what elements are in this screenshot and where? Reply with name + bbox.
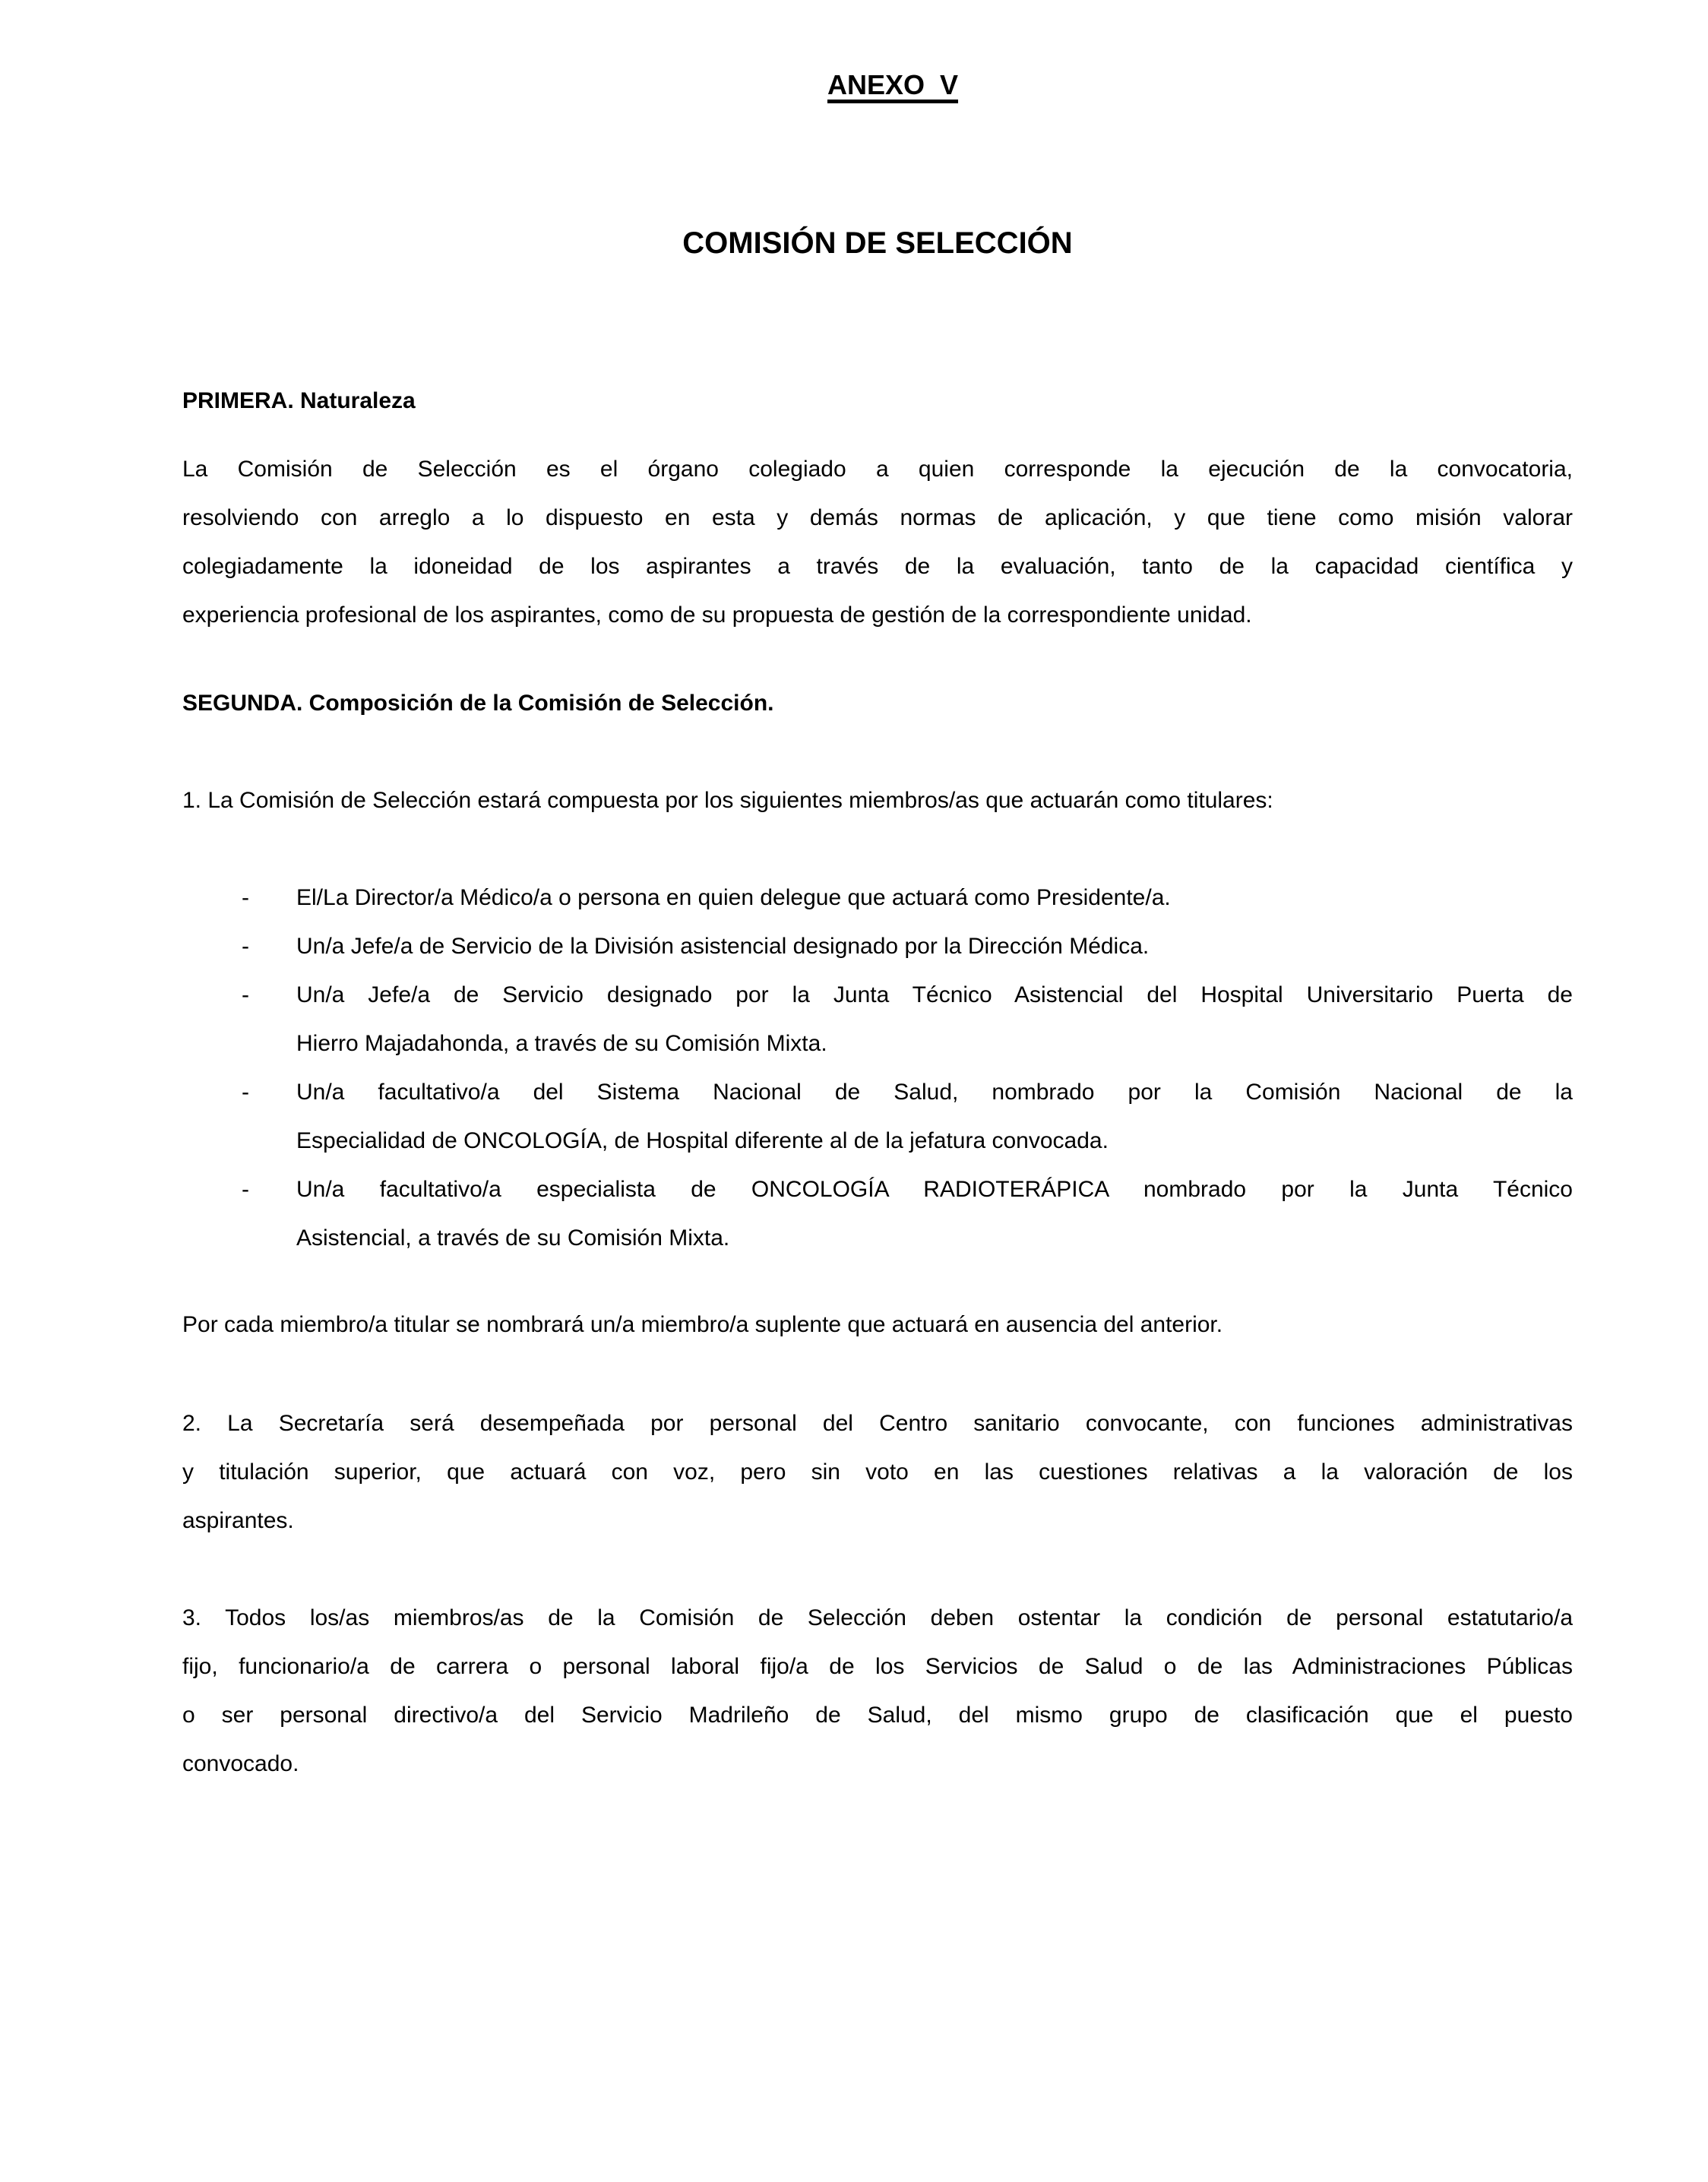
- paragraph-line: y titulación superior, que actuará con voz, pero sin voto en las cuestiones relativas a la valoración de los: [182, 1459, 1573, 1485]
- document-title-text: ANEXO V: [827, 69, 959, 100]
- paragraph-line: La Comisión de Selección es el órgano colegiado a quien corresponde la ejecución de la convocatoria,: [182, 457, 1573, 482]
- list-item-line: Un/a facultativo/a del Sistema Nacional de Salud, nombrado por la Comisión Nacional de la: [296, 1080, 1573, 1105]
- dash-icon: -: [242, 885, 249, 910]
- list-item-line: Un/a Jefe/a de Servicio de la División asistencial designado por la Dirección Médica.: [296, 934, 1150, 959]
- paragraph-line: convocado.: [182, 1751, 299, 1776]
- paragraph-line: 1. La Comisión de Selección estará compuesta por los siguientes miembros/as que actuarán como titulares:: [182, 788, 1273, 813]
- paragraph-composicion-intro: [182, 776, 1573, 825]
- paragraph-line: aspirantes.: [182, 1508, 294, 1533]
- list-item: [182, 874, 1573, 922]
- list-item-line: Hierro Majadahonda, a través de su Comisión Mixta.: [296, 1031, 827, 1056]
- paragraph-naturaleza: [182, 445, 1573, 640]
- heading-segunda: SEGUNDA. Composición de la Comisión de Selección.: [182, 691, 774, 716]
- dash-icon: -: [242, 1177, 249, 1202]
- document-subtitle: COMISIÓN DE SELECCIÓN: [682, 226, 1073, 260]
- dash-icon: -: [242, 1080, 249, 1105]
- paragraph-suplentes: [182, 1301, 1573, 1349]
- list-item-line: Especialidad de ONCOLOGÍA, de Hospital diferente al de la jefatura convocada.: [296, 1128, 1109, 1153]
- list-item: [182, 1165, 1573, 1263]
- list-item-line: Asistencial, a través de su Comisión Mixta.: [296, 1225, 730, 1251]
- members-list: [182, 874, 1573, 1263]
- list-item-line: Un/a Jefe/a de Servicio designado por la Junta Técnico Asistencial del Hospital Universitario Puerta de: [296, 982, 1573, 1007]
- paragraph-line: 2. La Secretaría será desempeñada por personal del Centro sanitario convocante, con funciones administrativas: [182, 1411, 1573, 1436]
- paragraph-line: Por cada miembro/a titular se nombrará un/a miembro/a suplente que actuará en ausencia del anterior.: [182, 1312, 1223, 1337]
- paragraph-line: o ser personal directivo/a del Servicio Madrileño de Salud, del mismo grupo de clasificación que el puesto: [182, 1703, 1573, 1728]
- dash-icon: -: [242, 982, 249, 1007]
- paragraph-secretaria: [182, 1399, 1573, 1545]
- document-title: [182, 12, 1573, 158]
- paragraph-line: 3. Todos los/as miembros/as de la Comisión de Selección deben ostentar la condición de personal estatutario/a: [182, 1605, 1573, 1630]
- heading-primera: PRIMERA. Naturaleza: [182, 388, 416, 413]
- list-item-line: El/La Director/a Médico/a o persona en quien delegue que actuará como Presidente/a.: [296, 885, 1171, 910]
- list-item-line: Un/a facultativo/a especialista de ONCOLOGÍA RADIOTERÁPICA nombrado por la Junta Técnico: [296, 1177, 1573, 1202]
- paragraph-line: experiencia profesional de los aspirantes, como de su propuesta de gestión de la correspondiente unidad.: [182, 602, 1252, 628]
- paragraph-line: resolviendo con arreglo a lo dispuesto en esta y demás normas de aplicación, y que tiene como misión valorar: [182, 505, 1573, 530]
- list-item: [182, 922, 1573, 971]
- dash-icon: -: [242, 934, 249, 959]
- paragraph-line: fijo, funcionario/a de carrera o personal laboral fijo/a de los Servicios de Salud o de las Administraciones Públicas: [182, 1654, 1573, 1679]
- paragraph-line: colegiadamente la idoneidad de los aspirantes a través de la evaluación, tanto de la capacidad científica y: [182, 554, 1573, 579]
- paragraph-requisitos: [182, 1594, 1573, 1788]
- list-item: [182, 1068, 1573, 1165]
- list-item: [182, 971, 1573, 1068]
